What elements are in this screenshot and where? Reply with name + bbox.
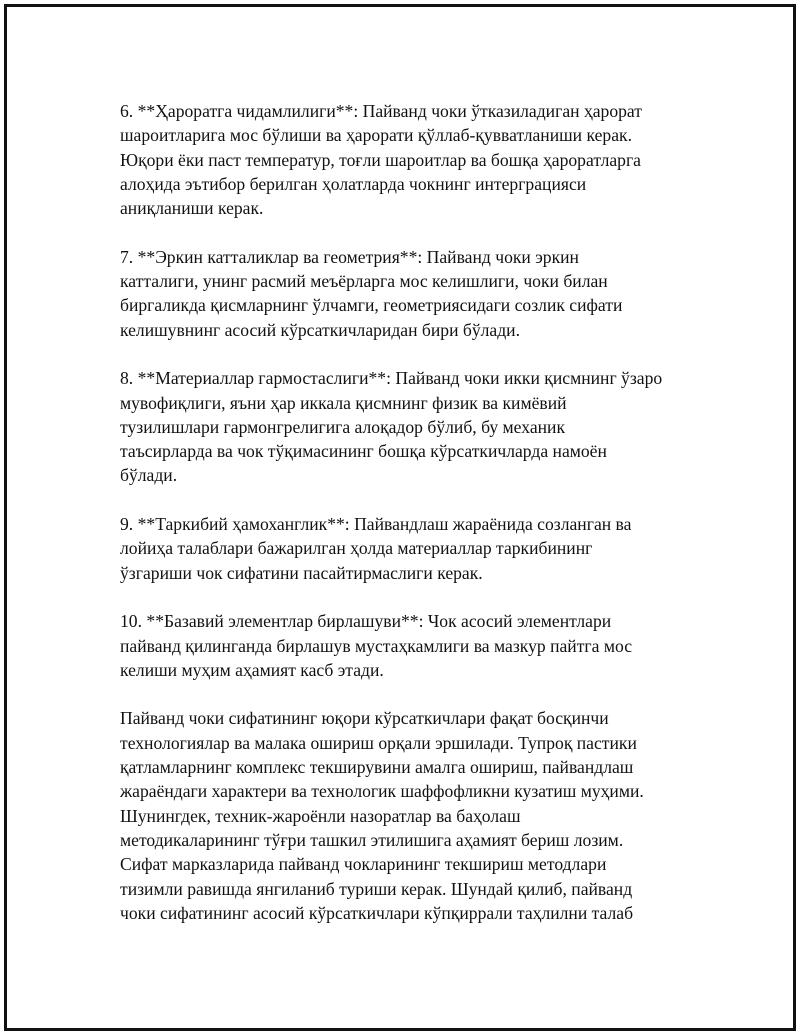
paragraph-conclusion: Пайванд чоки сифатининг юқори кўрсаткичлари фақат босқинчи технологиялар ва малака ошириш орқали эршилади. Тупроқ пастики қатламларнинг комплекс текширувини амалга ошириш, пайвандлаш жараёндаги характери ва технологик шаффофликни кузатиш муҳими. Шунингдек, техник-жароёнли назоратлар ва баҳолаш методикаларининг тўғри ташкил этилишига аҳамият бериш лозим. Сифат марказларида пайванд чокларининг текшириш методлари тизимли равишда янгиланиб туриши керак. Шундай қилиб, пайванд чоки сифатининг асосий кўрсаткичлари кўпқиррали таҳлилни талаб (120, 708, 644, 923)
page-frame (4, 4, 796, 1031)
paragraph-base-elements-joining: 10. **Базавий элементлар бирлашуви**: Чок асосий элементлари пайванд қилинганда бирлашув мустаҳкамлиги ва мазкур пайтга мос келиши муҳим аҳамият касб этади. (120, 611, 633, 680)
paragraph-heat-resistance: 6. **Ҳароратга чидамлилиги**: Пайванд чоки ўтказиладиган ҳарорат шароитларига мос бўлиши ва ҳарорати қўллаб-қувватланиши керак. Юқори ёки паст температур, тоғли шароитлар ва бошқа ҳароратларга алоҳида эътибор берилган ҳолатларда чокнинг интергрaцияси аниқланиши керак. (120, 101, 642, 219)
paragraph-dimensions-geometry: 7. **Эркин катталиклар ва геометрия**: Пайванд чоки эркин катталиги, унинг расмий меъёрларга мос келишлиги, чоки билан биргаликда қисмларнинг ўлчамги, геометриясидаги созлик сифати келишувнинг асосий кўрсаткичларидан бири бўлади. (120, 246, 623, 340)
paragraph-composition-consistency: 9. **Таркибий ҳамоханглик**: Пайвандлаш жараёнида созланган ва лойиҳа талаблари бажарилган ҳолда материаллар таркибининг ўзгариши чок сифатини пасайтирмаслиги керак. (120, 514, 632, 583)
paragraph-material-compatibility: 8. **Материаллар гармостаслиги**: Пайванд чоки икки қисмнинг ўзаро мувофиқлиги, яъни ҳар иккала қисмнинг физик ва кимёвий тузилишлари гармонгрелигига алоқадор бўлиб, бу механик таъсирларда ва чок тўқимасининг бошқа кўрсаткичларда намоён бўлади. (120, 368, 663, 486)
document-body (120, 99, 680, 925)
